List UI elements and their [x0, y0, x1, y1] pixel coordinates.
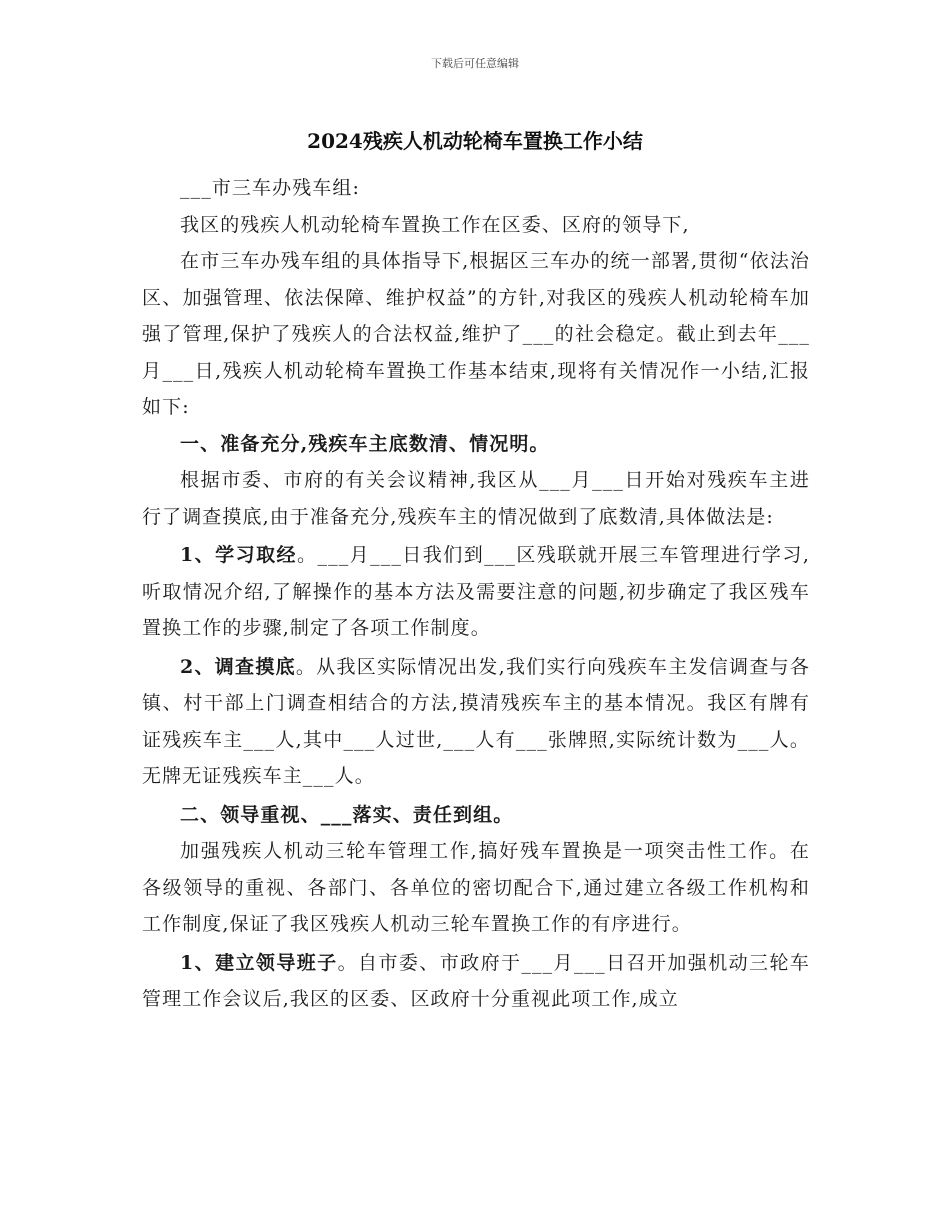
salutation: ___市三车办残车组: [180, 177, 361, 199]
document-title: 2024残疾人机动轮椅车置换工作小结 [307, 129, 643, 153]
paragraph-3: 根据市委、市府的有关会议精神,我区从___月___日开始对残疾车主进行了调查摸底,由于准备充分,残疾车主的情况做到了底数清,具体做法是: [142, 469, 810, 528]
subsection-2-title: 2、调查摸底 [180, 655, 296, 678]
section-heading-2: 二、领导重视、___落实、责任到组。 [180, 803, 514, 826]
document-body [142, 170, 810, 1018]
subsection-3-text: 。自市委、市政府于___月___日召开加强机动三轮车管理工作会议后,我区的区委、区政府十分重视此项工作,成立 [142, 951, 810, 1010]
subsection-2-text: 。从我区实际情况出发,我们实行向残疾车主发信调查与各镇、村干部上门调查相结合的方法,摸清残疾车主的基本情况。我区有牌有证残疾车主___人,其中___人过世,___人有___张牌照,实际统计数为___人。无牌无证残疾车主___人。 [142, 655, 810, 787]
header-note: 下载后可任意编辑 [431, 57, 519, 70]
subsection-1 [142, 537, 810, 647]
paragraph-2: 在市三车办残车组的具体指导下,根据区三车办的统一部署,贯彻“依法治区、加强管理、依法保障、维护权益”的方针,对我区的残疾人机动轮椅车加强了管理,保护了残疾人的合法权益,维护了___的社会稳定。截止到去年___月___日,残疾人机动轮椅车置换工作基本结束,现将有关情况作一小结,汇报如下: [142, 250, 810, 418]
subsection-3-title: 1、建立领导班子 [180, 951, 338, 974]
paragraph-4: 加强残疾人机动三轮车管理工作,搞好残车置换是一项突击性工作。在各级领导的重视、各部门、各单位的密切配合下,通过建立各级工作机构和工作制度,保证了我区残疾人机动三轮车置换工作的有序进行。 [142, 840, 810, 935]
subsection-2 [142, 649, 810, 795]
subsection-1-title: 1、学习取经 [180, 544, 298, 566]
subsection-1-text: 。___月___日我们到___区残联就开展三车管理进行学习,听取情况介绍,了解操作的基本方法及需要注意的问题,初步确定了我区残车置换工作的步骤,制定了各项工作制度。 [142, 544, 810, 639]
paragraph-1: 我区的残疾人机动轮椅车置换工作在区委、区府的领导下, [180, 213, 690, 236]
section-heading-1: 一、准备充分,残疾车主底数清、情况明。 [180, 432, 550, 455]
subsection-3 [142, 945, 810, 1018]
